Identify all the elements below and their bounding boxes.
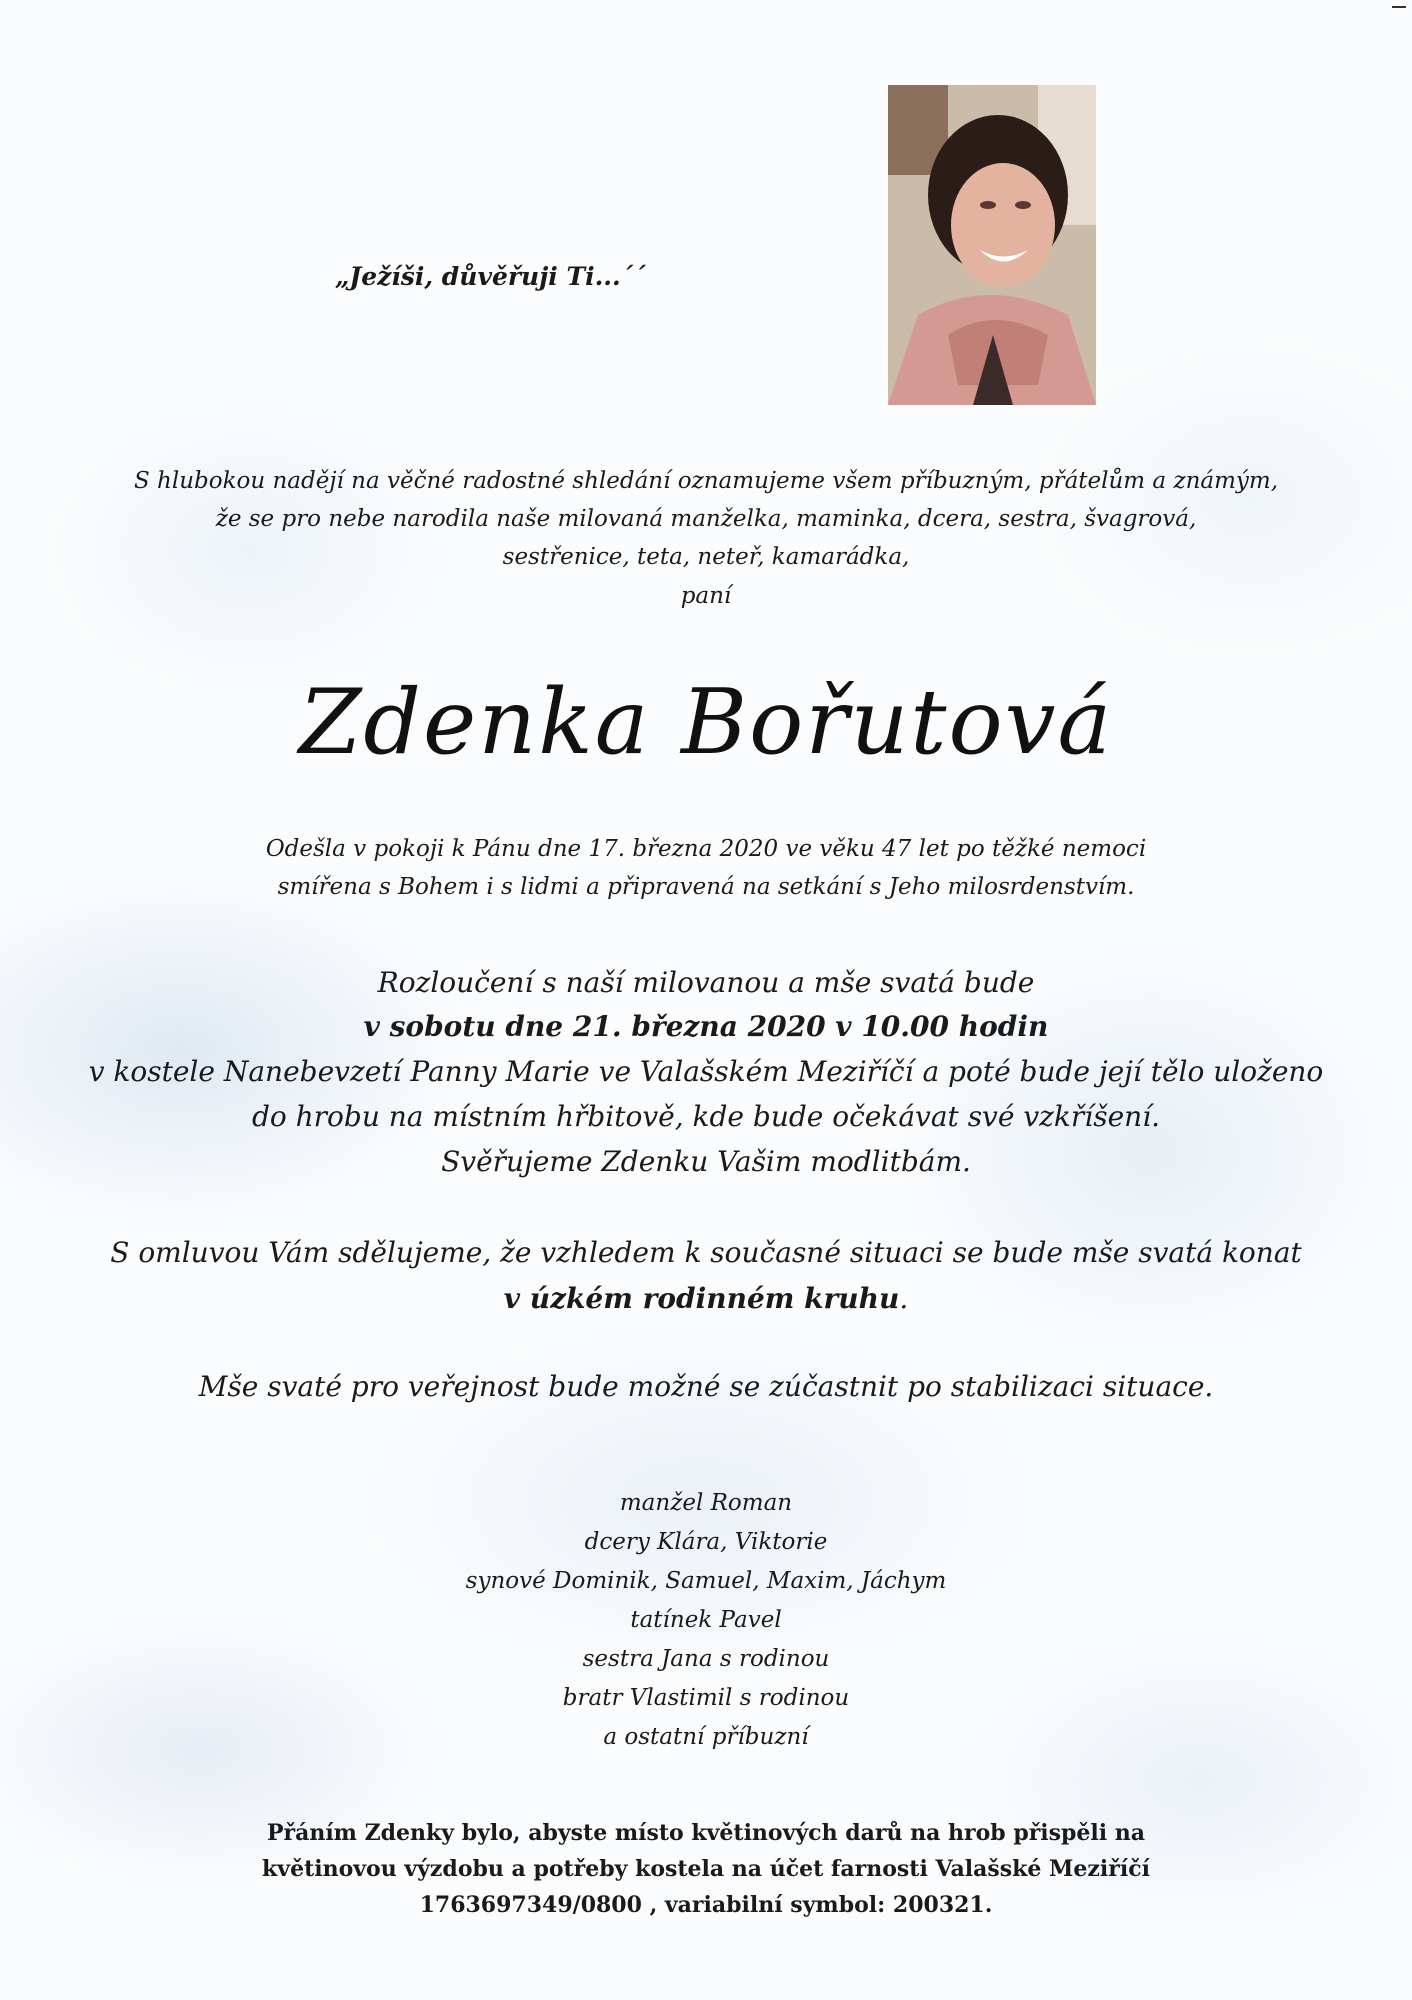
wish-line-1: Přáním Zdenky bylo, abyste místo květinových darů na hrob přispěli na — [266, 1820, 1146, 1846]
farewell-line-4: do hrobu na místním hřbitově, kde bude očekávat své vzkříšení. — [251, 1100, 1161, 1133]
portrait-illustration — [888, 85, 1096, 405]
notice-period: . — [899, 1282, 909, 1315]
family-line-6: bratr Vlastimil s rodinou — [562, 1685, 850, 1711]
notice-line-2 — [0, 1282, 1412, 1315]
departed-line-1: Odešla v pokoji k Pánu dne 17. března 2020 ve věku 47 let po těžké nemoci — [265, 836, 1147, 862]
departed-line-2: smířena s Bohem i s lidmi a připravená na setkání s Jeho milosrdenstvím. — [277, 874, 1135, 900]
public-mass: Mše svaté pro veřejnost bude možné se zúčastnit po stabilizaci situace. — [198, 1370, 1214, 1403]
intro-line-1: S hlubokou nadějí na věčné radostné shledání oznamujeme všem příbuzným, přátelům a známým, — [133, 468, 1279, 494]
wish-line-3: 1763697349/0800 , variabilní symbol: 200321. — [419, 1892, 993, 1918]
intro-line-4: paní — [680, 583, 732, 609]
deceased-name: Zdenka Bořutová — [298, 670, 1114, 775]
family-line-4: tatínek Pavel — [630, 1607, 782, 1633]
farewell-line-5: Svěřujeme Zdenku Vašim modlitbám. — [441, 1145, 971, 1178]
family-line-3: synové Dominik, Samuel, Maxim, Jáchym — [465, 1568, 947, 1594]
corner-mark — [1392, 6, 1406, 8]
family-line-7: a ostatní příbuzní — [603, 1724, 809, 1750]
portrait-photo — [888, 85, 1096, 405]
family-line-1: manžel Roman — [619, 1490, 793, 1516]
farewell-line-1: Rozloučení s naší milovanou a mše svatá bude — [377, 966, 1035, 999]
notice-line-1: S omluvou Vám sdělujeme, že vzhledem k současné situaci se bude mše svatá konat — [110, 1236, 1302, 1269]
notice-private: v úzkém rodinném kruhu — [503, 1282, 900, 1315]
farewell-date-time: v sobotu dne 21. března 2020 v 10.00 hodin — [363, 1010, 1049, 1043]
farewell-line-2 — [0, 1010, 1412, 1043]
intro-line-3: sestřenice, teta, neteř, kamarádka, — [502, 544, 910, 570]
motto: „Ježíši, důvěřuji Ti...´´ — [335, 262, 646, 291]
farewell-line-3: v kostele Nanebevzetí Panny Marie ve Valašském Meziříčí a poté bude její tělo uloženo — [88, 1055, 1324, 1088]
family-line-5: sestra Jana s rodinou — [582, 1646, 830, 1672]
intro-line-2: že se pro nebe narodila naše milovaná manželka, maminka, dcera, sestra, švagrová, — [215, 506, 1197, 532]
wish-line-2: květinovou výzdobu a potřeby kostela na účet farnosti Valašské Meziříčí — [262, 1856, 1150, 1882]
family-line-2: dcery Klára, Viktorie — [584, 1529, 828, 1555]
